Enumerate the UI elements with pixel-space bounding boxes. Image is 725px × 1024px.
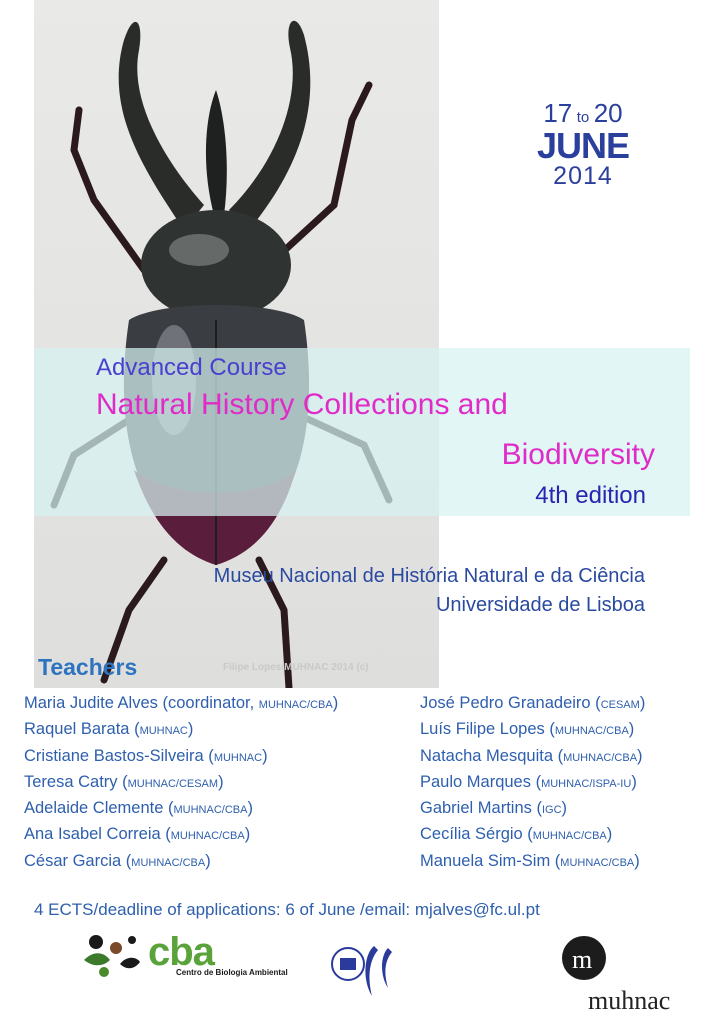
course-title-line1: Natural History Collections and (96, 388, 508, 421)
teacher-item: César Garcia (MUHNAC/CBA) (24, 851, 211, 870)
teacher-item: Raquel Barata (MUHNAC) (24, 720, 194, 739)
cba-wordmark: cba (148, 930, 214, 974)
teachers-right-column (420, 694, 645, 878)
teacher-item: Ana Isabel Correia (MUHNAC/CBA) (24, 825, 251, 844)
muhnac-wordmark: muhnac (588, 986, 671, 1015)
photo-credit: Filipe Lopes/MUHNAC 2014 (c) (223, 662, 369, 673)
end-day: 20 (593, 98, 623, 128)
course-title-line2: Biodiversity (501, 438, 655, 471)
teacher-item: Teresa Catry (MUHNAC/CESAM) (24, 772, 224, 791)
teacher-item: Cristiane Bastos-Silveira (MUHNAC) (24, 746, 268, 765)
application-info: 4 ECTS/deadline of applications: 6 of June /email: mjalves@fc.ul.pt (34, 900, 540, 919)
teacher-item: Maria Judite Alves (coordinator, MUHNAC/CBA) (24, 694, 339, 712)
teacher-item: Luís Filipe Lopes (MUHNAC/CBA) (420, 720, 635, 739)
muhnac-logo-mark (560, 930, 610, 990)
teacher-item: Manuela Sim-Sim (MUHNAC/CBA) (420, 851, 640, 870)
fc-logo (328, 940, 408, 1005)
teacher-item: Natacha Mesquita (MUHNAC/CBA) (420, 746, 643, 765)
teacher-item: José Pedro Granadeiro (CESAM) (420, 694, 646, 712)
date-to: to (576, 109, 590, 126)
course-type: Advanced Course (96, 354, 287, 381)
venue-line2: Universidade de Lisboa (435, 594, 645, 616)
teacher-item: Gabriel Martins (IGC) (420, 799, 568, 818)
year: 2014 (553, 162, 613, 190)
teacher-item: Cecília Sérgio (MUHNAC/CBA) (420, 825, 613, 844)
svg-text:m: m (572, 945, 593, 974)
course-dates (537, 98, 629, 189)
fc-logo-mark (328, 940, 408, 1000)
teachers-left-column (24, 694, 338, 878)
cba-subtitle: Centro de Biologia Ambiental (176, 968, 288, 977)
venue-line1: Museu Nacional de História Natural e da Ciência (213, 565, 645, 587)
course-edition: 4th edition (535, 482, 646, 509)
teachers-heading: Teachers (38, 654, 138, 680)
month: JUNE (536, 125, 629, 166)
start-day: 17 (543, 98, 573, 128)
teacher-item: Adelaide Clemente (MUHNAC/CBA) (24, 799, 253, 818)
teacher-item: Paulo Marques (MUHNAC/ISPA-IU) (420, 772, 637, 791)
